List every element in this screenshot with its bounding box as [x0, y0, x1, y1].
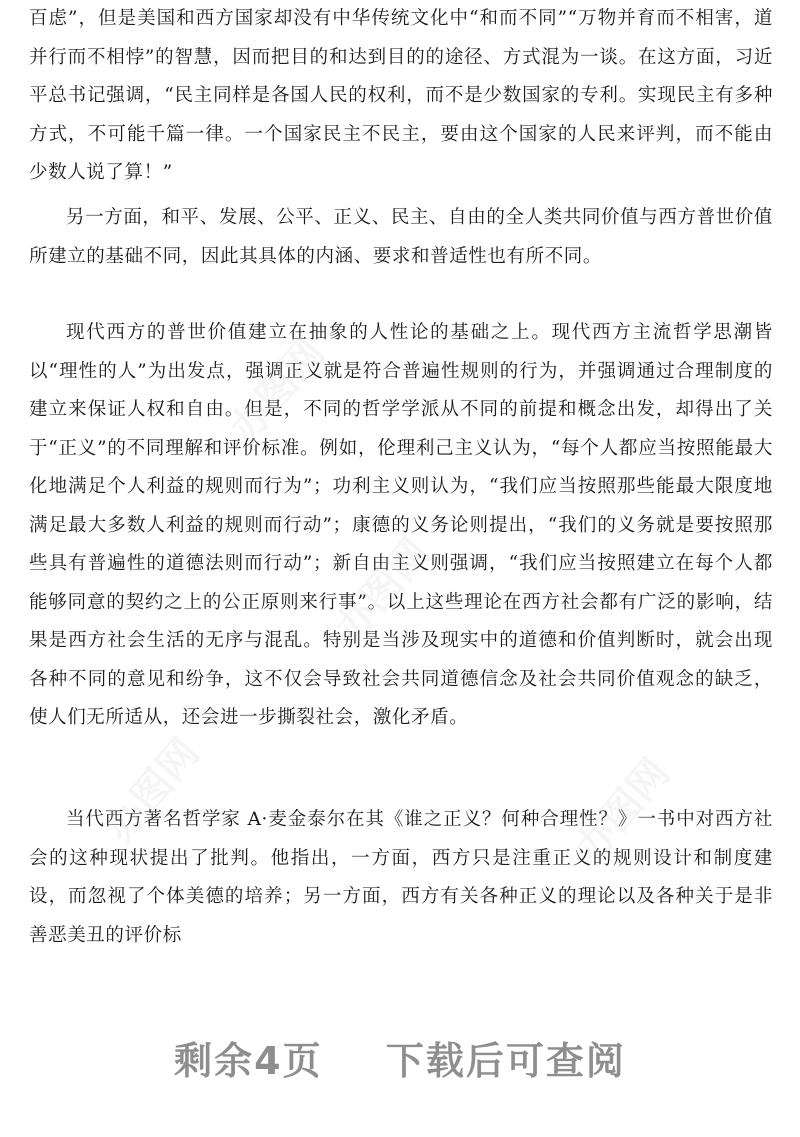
watermark-4: 办图网: [566, 750, 679, 872]
watermark-3: 办图网: [96, 730, 209, 852]
download-banner[interactable]: [0, 1030, 800, 1085]
paragraph-4: 当代西方著名哲学家 A·麦金泰尔在其《谁之正义？何种合理性？》一书中对西方社会的这种现状提出了批判。他指出，一方面，西方只是注重正义的规则设计和制度建设，而忽视了个体美德的培养；另一方面，西方有关各种正义的理论以及各种关于是非善恶美丑的评价标: [29, 809, 773, 946]
paragraph-3: 现代西方的普世价值建立在抽象的人性论的基础之上。现代西方主流哲学思潮皆以“理性的人”为出发点，强调正义就是符合普遍性规则的行为，并强调通过合理制度的建立来保证人权和自由。但是，不同的哲学学派从不同的前提和概念出发，却得出了关于“正义”的不同理解和评价标准。例如，伦理利己主义认为，“每个人都应当按照能最大化地满足个人利益的规则而行为”；功利主义则认为，“我们应当按照那些能最大限度地满足最大多数人利益的规则而行动”；康德的义务论则提出，“我们的义务就是要按照那些具有普遍性的道德法则而行动”；新自由主义则强调，“我们应当按照建立在每个人都能够同意的契约之上的公正原则来行事”。以上这些理论在西方社会都有广泛的影响，结果是西方社会生活的无序与混乱。特别是当涉及现实中的道德和价值判断时，就会出现各种不同的意见和纷争，这不仅会导致社会共同道德信念及社会共同价值观念的缺乏，使人们无所适从，还会进一步撕裂社会，激化矛盾。: [29, 322, 773, 728]
download-to-view-label: 下载后可查阅: [385, 1039, 626, 1083]
watermark-1: 办图网: [221, 330, 334, 452]
paragraph-1: 百虑”，但是美国和西方国家却没有中华传统文化中“和而不同”“万物并育而不相害，道并行而不相悖”的智慧，因而把目的和达到目的的途径、方式混为一谈。在这方面，习近平总书记强调，“民主同样是各国人民的权利，而不是少数国家的专利。实现民主有多种方式，不可能千篇一律。一个国家民主不民主，要由这个国家的人民来评判，而不能由少数人说了算！”: [29, 8, 773, 183]
paragraph-2: 另一方面，和平、发展、公平、正义、民主、自由的全人类共同价值与西方普世价值所建立的基础不同，因此其具体的内涵、要求和普适性也有所不同。: [29, 207, 773, 267]
remaining-pages-label: 剩余4页: [174, 1039, 323, 1083]
watermark-2: 办图网: [326, 530, 439, 652]
